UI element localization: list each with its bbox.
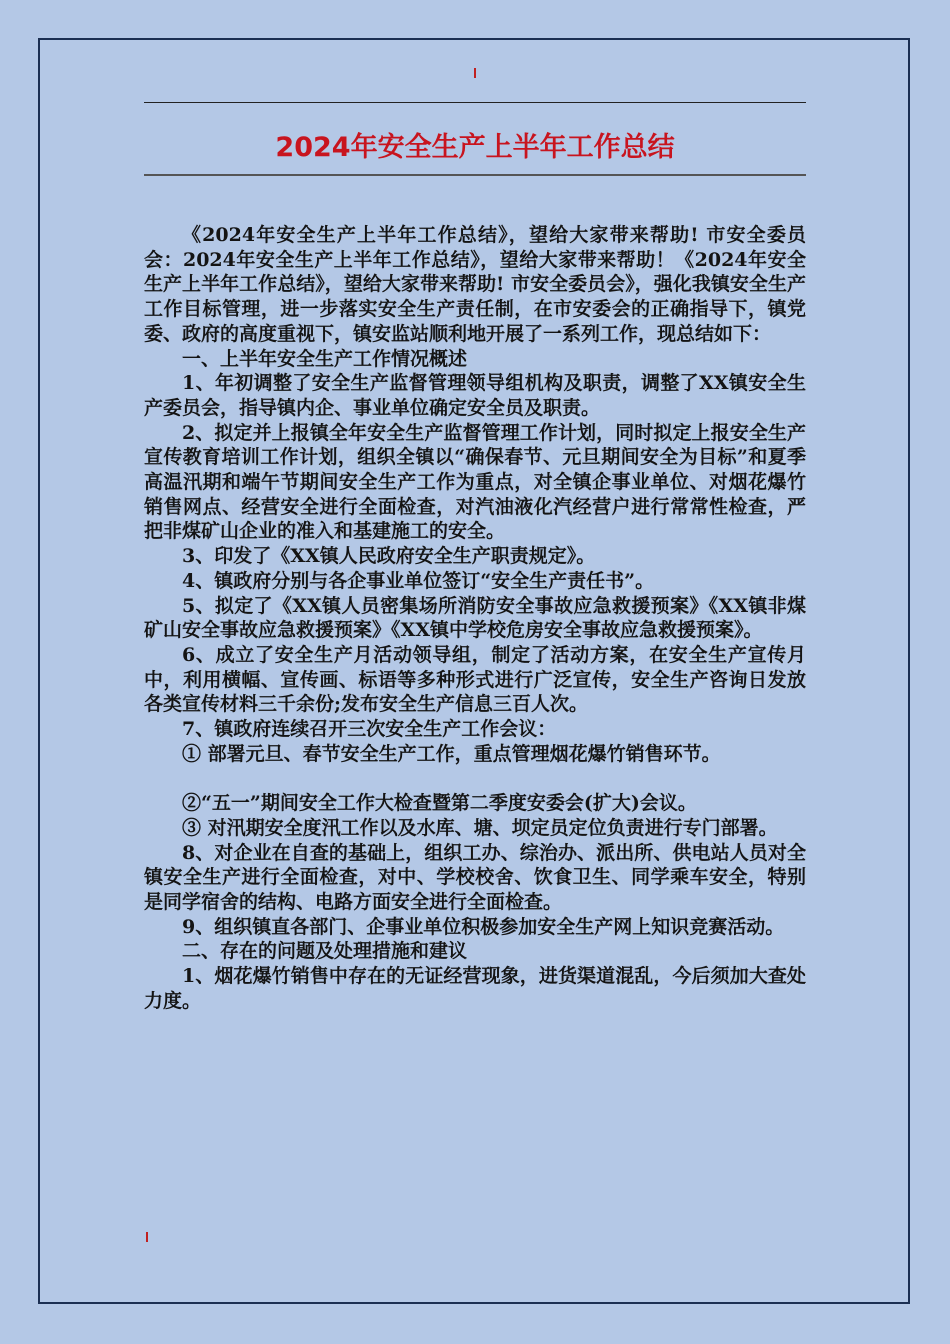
document-title: 2024年安全生产上半年工作总结	[275, 132, 675, 163]
paragraph: 6、成立了安全生产月活动领导组，制定了活动方案，在安全生产宣传月中，利用横幅、宣传画、标语等多种形式进行广泛宣传，安全生产咨询日发放各类宣传材料三千余份;发布安全生产信息三百人次。	[144, 643, 806, 716]
list-item: ① 部署元旦、春节安全生产工作，重点管理烟花爆竹销售环节。	[182, 742, 721, 765]
paragraph: 9、组织镇直各部门、企事业单位积极参加安全生产网上知识竞赛活动。	[182, 915, 785, 938]
paragraph: 2、拟定并上报镇全年安全生产监督管理工作计划，同时拟定上报安全生产宣传教育培训工作计划，组织全镇以“确保春节、元旦期间安全为目标”和夏季高温汛期和端午节期间安全生产工作为重点，对全镇企事业单位、对烟花爆竹销售网点、经营安全进行全面检查，对汽油液化汽经营户进行常常性检查，严把非煤矿山企业的准入和基建施工的安全。	[144, 421, 806, 543]
paragraph: 5、拟定了《XX镇人员密集场所消防安全事故应急救援预案》《XX镇非煤矿山安全事故应急救援预案》《XX镇中学校危房安全事故应急救援预案》。	[144, 594, 806, 642]
paragraph-intro: 《2024年安全生产上半年工作总结》，望给大家带来帮助! 市安全委员会：2024年安全生产上半年工作总结》，望给大家带来帮助！《2024年安全生产上半年工作总结》，望给大家带来帮助! 市安全委员会》，强化我镇安全生产工作目标管理，进一步落实安全生产责任制，在市安委会的正确指导下，镇党委、政府的高度重视下，镇安监站顺利地开展了一系列工作，现总结如下：	[144, 224, 806, 345]
blank-line	[144, 766, 806, 791]
paragraph: 1、年初调整了安全生产监督管理领导组机构及职责，调整了XX镇安全生产委员会，指导镇内企、事业单位确定安全员及职责。	[144, 372, 806, 419]
paragraph: 8、对企业在自查的基础上，组织工办、综治办、派出所、供电站人员对全镇安全生产进行全面检查，对中、学校校舍、饮食卫生、同学乘车安全，特别是同学宿舍的结构、电路方面安全进行全面检查。	[144, 841, 806, 913]
section-heading: 一、上半年安全生产工作情况概述	[182, 347, 468, 370]
section-heading: 二、存在的问题及处理措施和建议	[182, 940, 468, 963]
title-rule	[144, 174, 806, 176]
header-marker	[474, 68, 476, 78]
paragraph: 4、镇政府分别与各企事业单位签订“安全生产责任书”。	[182, 569, 655, 592]
paragraph: 3、印发了《XX镇人民政府安全生产职责规定》。	[182, 545, 596, 568]
document-body	[144, 223, 806, 1013]
list-item: ③ 对汛期安全度汛工作以及水库、塘、坝定员定位负责进行专门部署。	[182, 816, 778, 839]
footer-marker	[146, 1232, 148, 1242]
paragraph: 1、烟花爆竹销售中存在的无证经营现象，进货渠道混乱，今后须加大查处力度。	[144, 965, 806, 1012]
list-item: ②“五一”期间安全工作大检查暨第二季度安委会(扩大)会议。	[182, 792, 697, 815]
paragraph: 7、镇政府连续召开三次安全生产工作会议：	[182, 718, 557, 741]
header-rule	[144, 102, 806, 103]
